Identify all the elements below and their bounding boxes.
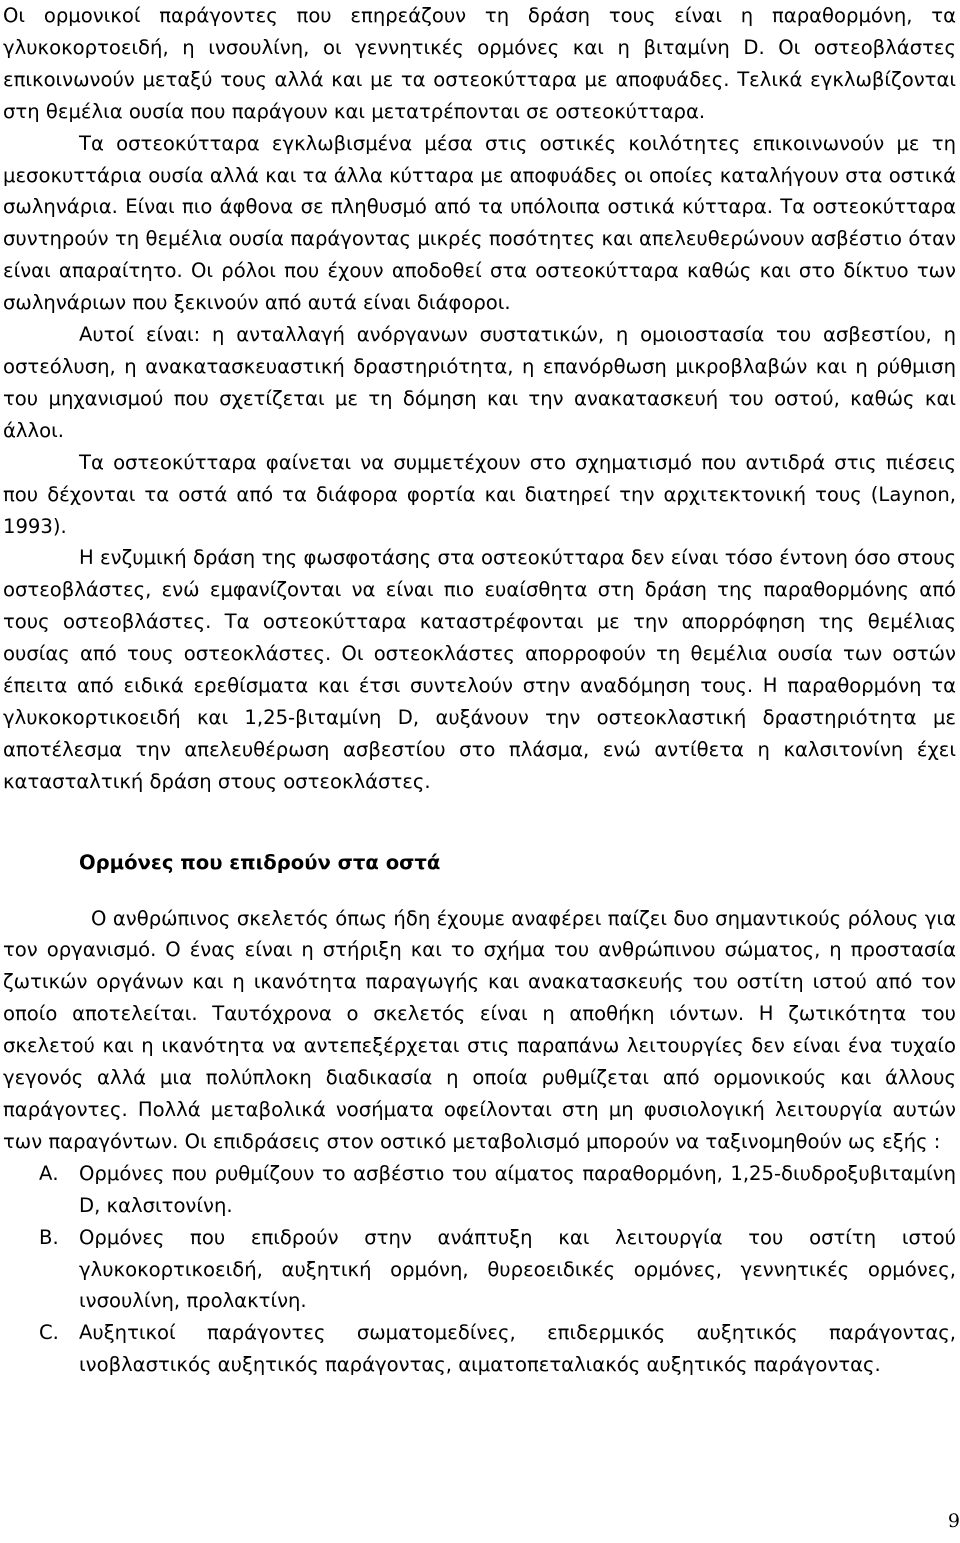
paragraph-osteocyte-roles: Αυτοί είναι: η ανταλλαγή ανόργανων συστατικών, η ομοιοστασία του ασβεστίου, η οστεόλυση, η ανακατασκευαστική δραστηριότητα, η επανόρθωση μικροβλαβών και η ρύθμιση του μηχανισμού που σχετίζεται με τη δόμηση και την ανακατασκευή του οστού, καθώς και άλλοι. <box>3 323 956 442</box>
list-item-text: Αυξητικοί παράγοντες σωματομεδίνες, επιδερμικός αυξητικός παράγοντας, ινοβλαστικός αυξητικός παράγοντας, αιματοπεταλιακός αυξητικός παράγοντας. <box>79 1321 956 1377</box>
page-number: 9 <box>947 1510 960 1532</box>
paragraph-osteocyte-architecture: Τα οστεοκύτταρα φαίνεται να συμμετέχουν στο σχηματισμό που αντιδρά στις πιέσεις που δέχονται τα οστά από τα διάφορα φορτία και διατηρεί την αρχιτεκτονική τους (Laynon, 1993). <box>3 450 956 538</box>
list-item <box>3 1222 956 1318</box>
list-item <box>3 1317 956 1381</box>
paragraph-osteocytes: Τα οστεοκύτταρα εγκλωβισμένα μέσα στις οστικές κοιλότητες επικοινωνούν με τη μεσοκυττάρια ουσία αλλά και τα άλλα κύτταρα με αποφυάδες οι οποίες καταλήγουν στα οστικά σωληνάρια. Είναι πιο άφθονα σε πληθυσμό από τα υπόλοιπα οστικά κύτταρα. Τα οστεοκύτταρα συντηρούν τη θεμέλια ουσία παράγοντας μικρές ποσότητες και απελευθερώνουν ασβέστιο όταν είναι απαραίτητο. Οι ρόλοι που έχουν αποδοθεί στα οστεοκύτταρα καθώς και στο δίκτυο των σωληνάριων που ξεκινούν από αυτά είναι διάφοροι. <box>3 131 956 315</box>
body-text <box>3 0 956 1381</box>
list-marker: Α. <box>39 1161 59 1185</box>
list-marker: C. <box>39 1321 59 1345</box>
list-item-text: Ορμόνες που ρυθμίζουν το ασβέστιο του αίματος παραθορμόνη, 1,25-διυδροξυβιταμίνη D, καλσιτονίνη. <box>79 1161 956 1217</box>
list-item-text: Ορμόνες που επιδρούν στην ανάπτυξη και λειτουργία του οστίτη ιστού γλυκοκορτικοειδή, αυξητική ορμόνη, θυρεοειδικές ορμόνες, γεννητικές ορμόνες, ινσουλίνη, προλακτίνη. <box>79 1225 956 1313</box>
paragraph-hormonal-factors: Οι ορμονικοί παράγοντες που επηρεάζουν τη δράση τους είναι η παραθορμόνη, τα γλυκοκορτοειδή, η ινσουλίνη, οι γεννητικές ορμόνες και η βιταμίνη D. Οι οστεοβλάστες επικοινωνούν μεταξύ τους αλλά και με τα οστεοκύτταρα με αποφυάδες. Τελικά εγκλωβίζονται στη θεμέλια ουσία που παράγουν και μετατρέπονται σε οστεοκύτταρα. <box>3 4 956 123</box>
paragraph-phosphatase: Η ενζυμική δράση της φωσφοτάσης στα οστεοκύτταρα δεν είναι τόσο έντονη όσο στους οστεοβλάστες, ενώ εμφανίζονται να είναι πιο ευαίσθητα στη δράση της παραθορμόνης από τους οστεοβλάστες. Τα οστεοκύτταρα καταστρέφονται με την απορρόφηση της θεμέλιας ουσίας από τους οστεοκλάστες. Οι οστεοκλάστες απορροφούν τη θεμέλια ουσία των οστών έπειτα από ειδικά ερεθίσματα και έτσι συντελούν στην αναδόμηση τους. Η παραθορμόνη τα γλυκοκορτικοειδή και 1,25-βιταμίνη D, αυξάνουν την οστεοκλαστική δραστηριότητα με αποτέλεσμα την απελευθέρωση ασβεστίου στο πλάσμα, ενώ αντίθετα η καλσιτονίνη έχει κατασταλτική δράση στους οστεοκλάστες. <box>3 546 956 793</box>
hormone-classification-list <box>3 1158 956 1381</box>
list-item <box>3 1158 956 1222</box>
paragraph-skeleton-roles: Ο ανθρώπινος σκελετός όπως ήδη έχουμε αναφέρει παίζει δυο σημαντικούς ρόλους για τον οργανισμό. Ο ένας είναι η στήριξη και το σχήμα του ανθρώπινου σώματος, η προστασία ζωτικών οργάνων και η ικανότητα παραγωγής και ανακατασκευής του οστίτη ιστού από τον οποίο αποτελείται. Ταυτόχρονα ο σκελετός είναι η αποθήκη ιόντων. Η ζωτικότητα του σκελετού και η ικανότητα να αντεπεξέρχεται στις παραπάνω λειτουργίες δεν είναι ένα τυχαίο γεγονός αλλά μια πολύπλοκη διαδικασία η οποία ρυθμίζεται από ορμονικούς και άλλους παράγοντες. Πολλά μεταβολικά νοσήματα οφείλονται στη μη φυσιολογική λειτουργία αυτών των παραγόντων. Οι επιδράσεις στον οστικό μεταβολισμό μπορούν να ταξινομηθούν ως εξής : <box>3 906 956 1153</box>
section-heading: Ορμόνες που επιδρούν στα οστά <box>79 850 441 874</box>
list-marker: Β. <box>39 1225 59 1249</box>
